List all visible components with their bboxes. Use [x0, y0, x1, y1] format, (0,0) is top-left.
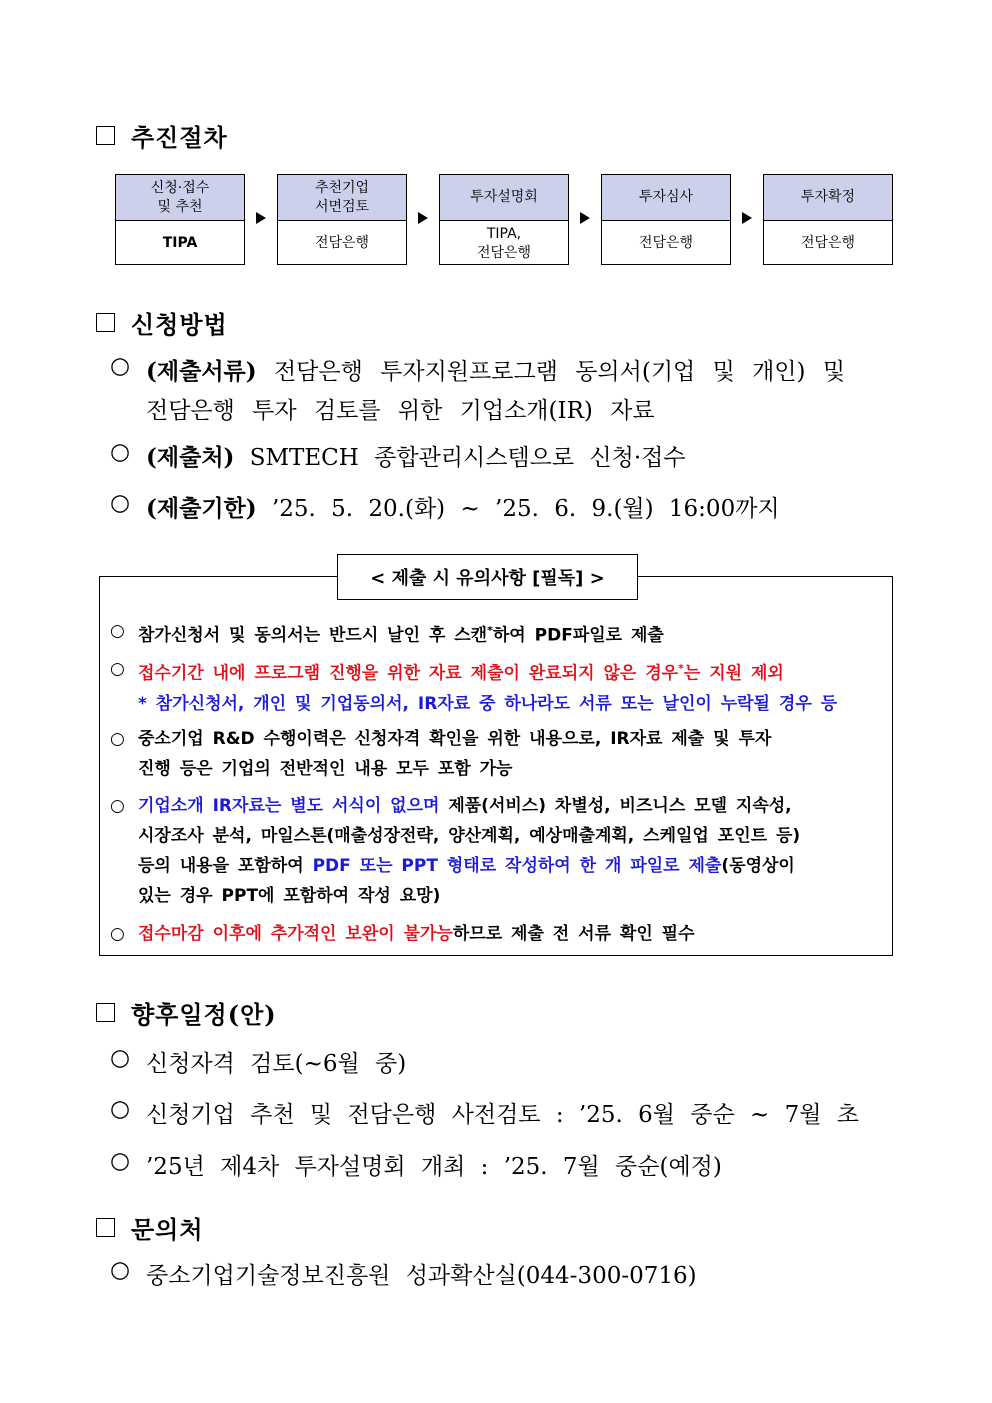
- asterisk: *: [487, 624, 493, 637]
- section-title: 추진절차: [131, 123, 228, 152]
- notice-item-4: [110, 791, 885, 911]
- notice-text: 중소기업 R&D 수행이력은 신청자격 확인을 위한 내용으로, IR자료 제출 및 투자: [138, 729, 772, 749]
- circle-bullet-icon: ○: [110, 353, 131, 379]
- circle-bullet-icon: ○: [110, 439, 131, 465]
- notice-footnote: * 참가신청서, 개인 및 기업동의서, IR자료 중 하나라도 서류 또는 날인이 누락될 경우 등: [138, 693, 838, 714]
- flow-step-head: 투자심사: [602, 175, 730, 221]
- schedule-text: ’25년 제4차 투자설명회 개최 : ’25. 7월 중순(예정): [146, 1154, 722, 1180]
- docs-line-1: 전담은행 투자지원프로그램 동의서(기업 및 개인) 및: [273, 359, 846, 385]
- where-text: SMTECH 종합관리시스템으로 신청·접수: [249, 445, 686, 471]
- flow-step-5: [763, 174, 893, 265]
- contact-item: [110, 1257, 697, 1290]
- arrow-right-icon: [418, 212, 428, 224]
- deadline-label: (제출기한): [146, 495, 257, 522]
- flow-step-head: 추천기업 서면검토: [278, 175, 406, 221]
- flow-step-1: [115, 174, 245, 265]
- where-label: (제출처): [146, 444, 235, 471]
- checkbox-square-icon: [96, 313, 115, 332]
- apply-where-item: [110, 439, 686, 472]
- notice-text: 하여 PDF파일로 제출: [492, 625, 664, 646]
- flow-step-body: 전담은행: [638, 235, 694, 251]
- circle-bullet-icon: ○: [110, 1096, 131, 1122]
- notice-text: 기업소개 IR자료는 별도 서식이 없으며: [138, 796, 440, 816]
- notice-item-2: [110, 654, 885, 719]
- notice-title: < 제출 시 유의사항 [필독] >: [337, 554, 638, 600]
- checkbox-square-icon: [96, 1003, 115, 1022]
- schedule-text: 신청기업 추천 및 전담은행 사전검토 : ’25. 6월 중순 ~ 7월 초: [146, 1102, 859, 1128]
- circle-bullet-icon: ○: [110, 796, 125, 816]
- flow-step-body: TIPA, 전담은행: [476, 225, 532, 261]
- arrow-right-icon: [580, 212, 590, 224]
- notice-text: 진행 등은 기업의 전반적인 내용 모두 포함 가능: [138, 759, 513, 779]
- flow-step-body: 전담은행: [314, 235, 370, 251]
- notice-text: PDF 또는 PPT 형태로 작성하여 한 개 파일로 제출: [312, 856, 722, 876]
- asterisk: *: [678, 662, 684, 675]
- section-apply-heading: [96, 305, 228, 340]
- docs-line-2: 전담은행 투자 검토를 위한 기업소개(IR) 자료: [146, 398, 655, 424]
- notice-text: 등의 내용을 포함하여: [138, 856, 313, 876]
- notice-item-5: [110, 919, 885, 949]
- circle-bullet-icon: ○: [110, 1045, 131, 1071]
- section-schedule-heading: [96, 995, 277, 1030]
- section-procedure-heading: [96, 118, 228, 153]
- circle-bullet-icon: ○: [110, 659, 125, 679]
- checkbox-square-icon: [96, 1218, 115, 1237]
- docs-label: (제출서류): [146, 358, 257, 385]
- flow-step-body: 전담은행: [800, 235, 856, 251]
- flow-step-3: [439, 174, 569, 265]
- arrow-right-icon: [256, 212, 266, 224]
- section-title: 향후일정(안): [131, 1000, 277, 1029]
- notice-text: (동영상이: [721, 856, 795, 876]
- schedule-item-1: [110, 1045, 406, 1078]
- notice-item-1: [110, 616, 885, 651]
- notice-text: 는 지원 제외: [683, 663, 784, 684]
- apply-docs-item: [110, 353, 845, 425]
- schedule-item-2: [110, 1096, 859, 1129]
- circle-bullet-icon: ○: [110, 924, 125, 944]
- flow-step-body: TIPA: [162, 235, 198, 251]
- circle-bullet-icon: ○: [110, 729, 125, 749]
- checkbox-square-icon: [96, 126, 115, 145]
- section-contact-heading: [96, 1210, 204, 1245]
- flow-step-2: [277, 174, 407, 265]
- section-title: 문의처: [131, 1215, 204, 1244]
- schedule-text: 신청자격 검토(~6월 중): [146, 1051, 407, 1077]
- arrow-right-icon: [742, 212, 752, 224]
- section-title: 신청방법: [131, 310, 228, 339]
- contact-text: 중소기업기술정보진흥원 성과확산실(044-300-0716): [146, 1263, 697, 1289]
- circle-bullet-icon: ○: [110, 1148, 131, 1174]
- flow-step-head: 투자확정: [764, 175, 892, 221]
- process-flow: [115, 174, 893, 265]
- notice-text: 접수기간 내에 프로그램 진행을 위한 자료 제출이 완료되지 않은 경우: [138, 663, 679, 684]
- flow-step-head: 투자설명회: [440, 175, 568, 221]
- circle-bullet-icon: ○: [110, 1257, 131, 1283]
- flow-step-head: 신청·접수 및 추천: [116, 175, 244, 221]
- notice-text: 접수마감 이후에 추가적인 보완이 불가능: [138, 924, 453, 944]
- deadline-text: ’25. 5. 20.(화) ~ ’25. 6. 9.(월) 16:00까지: [271, 496, 780, 522]
- notice-text: 참가신청서 및 동의서는 반드시 날인 후 스캔: [138, 625, 488, 646]
- circle-bullet-icon: ○: [110, 621, 125, 641]
- apply-deadline-item: [110, 490, 780, 523]
- flow-step-4: [601, 174, 731, 265]
- notice-text: 하므로 제출 전 서류 확인 필수: [452, 924, 695, 944]
- schedule-item-3: [110, 1148, 722, 1181]
- notice-text: 시장조사 분석, 마일스톤(매출성장전략, 양산계획, 예상매출계획, 스케일업 포인트 등): [138, 826, 801, 846]
- notice-text: 제품(서비스) 차별성, 비즈니스 모델 지속성,: [439, 796, 792, 816]
- circle-bullet-icon: ○: [110, 490, 131, 516]
- notice-item-3: [110, 724, 885, 784]
- notice-text: 있는 경우 PPT에 포함하여 작성 요망): [138, 886, 441, 906]
